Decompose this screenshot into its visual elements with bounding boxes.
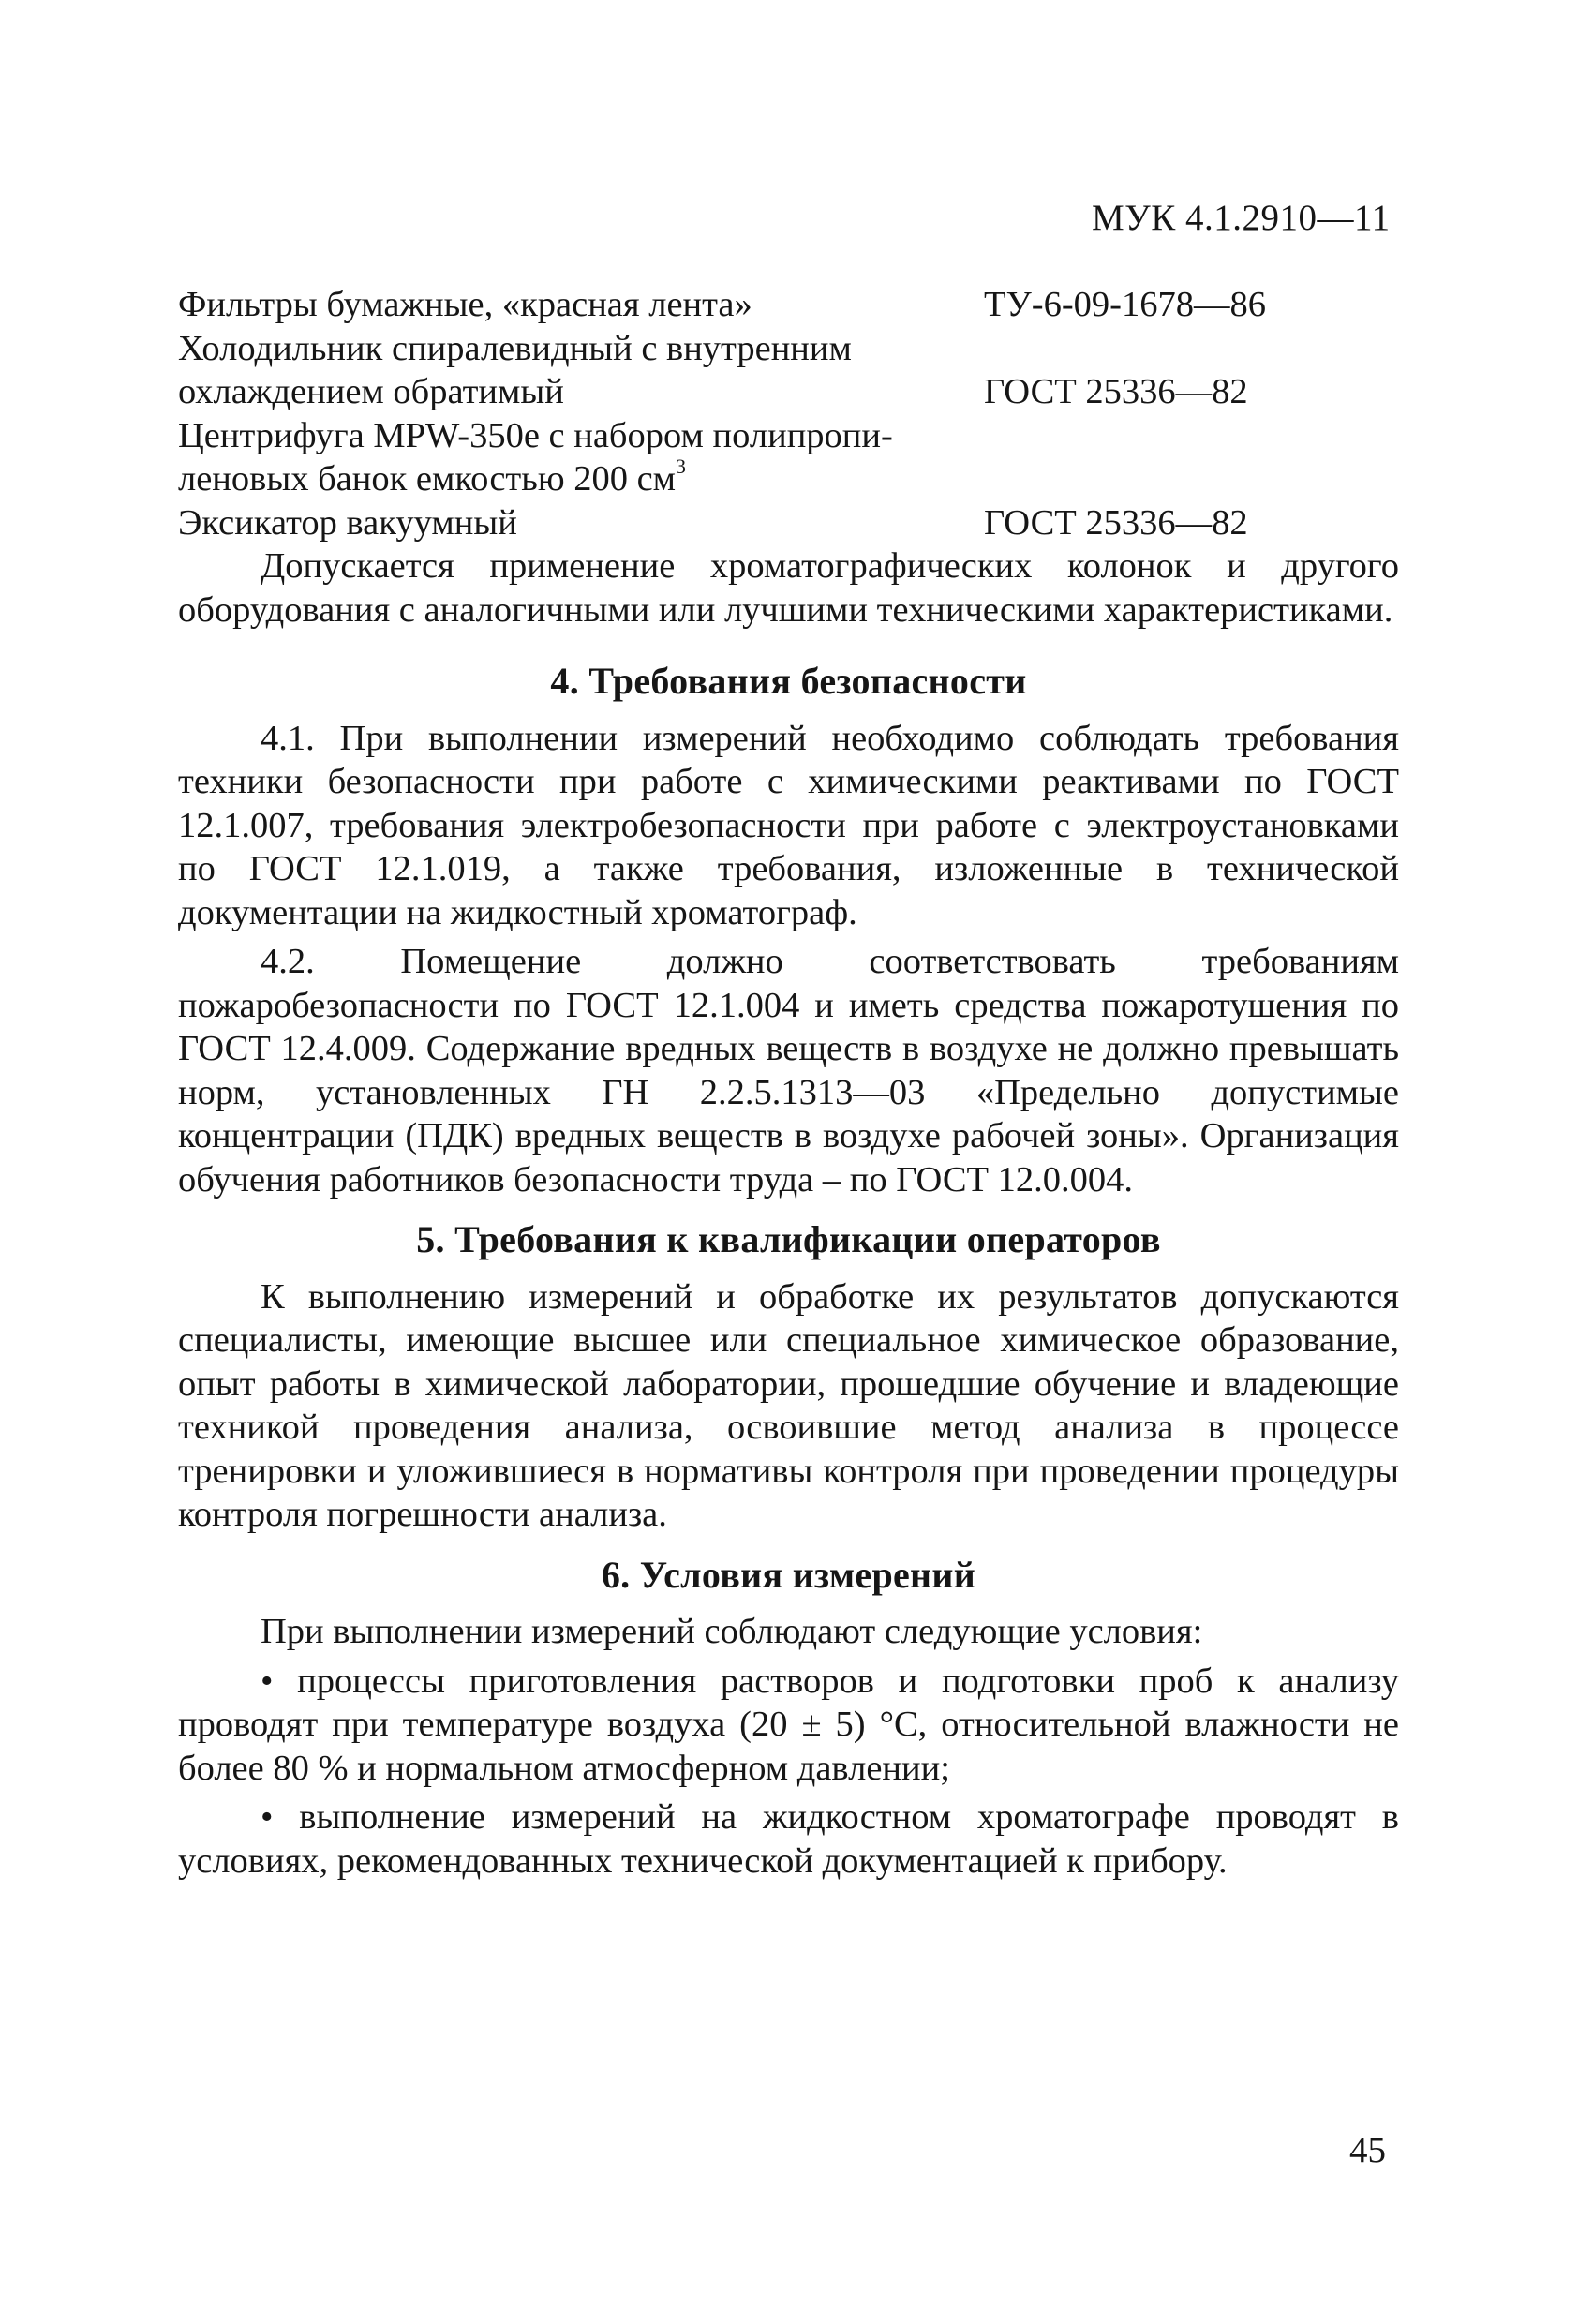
equipment-note: Допускается применение хроматографических колонок и другого оборудования с аналогичными или лучшими техническими характеристиками. bbox=[178, 546, 1399, 630]
equipment-name: Эксикатор вакуумный bbox=[178, 502, 517, 543]
equipment-row bbox=[178, 370, 1399, 414]
equipment-row bbox=[178, 501, 1399, 545]
equipment-name: охлаждением обратимый bbox=[178, 372, 564, 411]
section-6-intro: При выполнении измерений соблюдают следующие условия: bbox=[261, 1612, 1203, 1651]
equipment-row bbox=[178, 414, 1399, 458]
equipment-name: леновых банок емкостью 200 см bbox=[178, 459, 677, 499]
page-number: 45 bbox=[1349, 2130, 1386, 2170]
section-6-title: 6. Условия измерений bbox=[601, 1553, 976, 1596]
equipment-name: Фильтры бумажные, «красная лента» bbox=[178, 285, 752, 324]
equipment-standard: ГОСТ 25336—82 bbox=[984, 502, 1248, 543]
equipment-row bbox=[178, 454, 1399, 501]
equipment-standard: ГОСТ 25336—82 bbox=[984, 372, 1248, 411]
superscript-cubic: 3 bbox=[676, 454, 687, 479]
equipment-row bbox=[178, 327, 1399, 371]
equipment-row bbox=[178, 283, 1399, 327]
section-6-bullet-1: • процессы приготовления растворов и подготовки проб к анализу проводят при температуре воздуха (20 ± 5) °C, относительной влажности не более 80 % и нормальном атмосферном давлении; bbox=[178, 1661, 1399, 1788]
section-4-paragraph-1: 4.1. При выполнении измерений необходимо соблюдать требования техники безопасности при работе с химическими реактивами по ГОСТ 12.1.007, требования электробезопасности при работе с электроустановками по ГОСТ 12.1.019, а также требования, изложенные в технической документации на жидкостный хроматограф. bbox=[178, 718, 1399, 932]
document-code: МУК 4.1.2910—11 bbox=[1092, 198, 1391, 238]
equipment-name: Центрифуга MPW-350e с набором полипропи- bbox=[178, 415, 893, 455]
page-content bbox=[178, 283, 1399, 1883]
section-5-title: 5. Требования к квалификации операторов bbox=[416, 1218, 1161, 1260]
section-6-bullet-2: • выполнение измерений на жидкостном хроматографе проводят в условиях, рекомендованных технической документацией к прибору. bbox=[178, 1797, 1399, 1881]
equipment-name: Холодильник спиралевидный с внутренним bbox=[178, 328, 852, 368]
section-4-paragraph-2: 4.2. Помещение должно соответствовать требованиям пожаробезопасности по ГОСТ 12.1.004 и иметь средства пожаротушения по ГОСТ 12.4.009. Содержание вредных веществ в воздухе не должно превышать норм, установленных ГН 2.2.5.1313—03 «Предельно допустимые концентрации (ПДК) вредных веществ в воздухе рабочей зоны». Организация обучения работников безопасности труда – по ГОСТ 12.0.004. bbox=[178, 942, 1399, 1199]
section-4-title: 4. Требования безопасности bbox=[550, 660, 1027, 702]
equipment-standard: ТУ-6-09-1678—86 bbox=[984, 285, 1266, 324]
section-5-paragraph-1: К выполнению измерений и обработке их результатов допускаются специалисты, имеющие высшее или специальное химическое образование, опыт работы в химической лаборатории, прошедшие обучение и владеющие техникой проведения анализа, освоившие метод анализа в процессе тренировки и уложившиеся в нормативы контроля при проведении процедуры контроля погрешности анализа. bbox=[178, 1276, 1399, 1534]
